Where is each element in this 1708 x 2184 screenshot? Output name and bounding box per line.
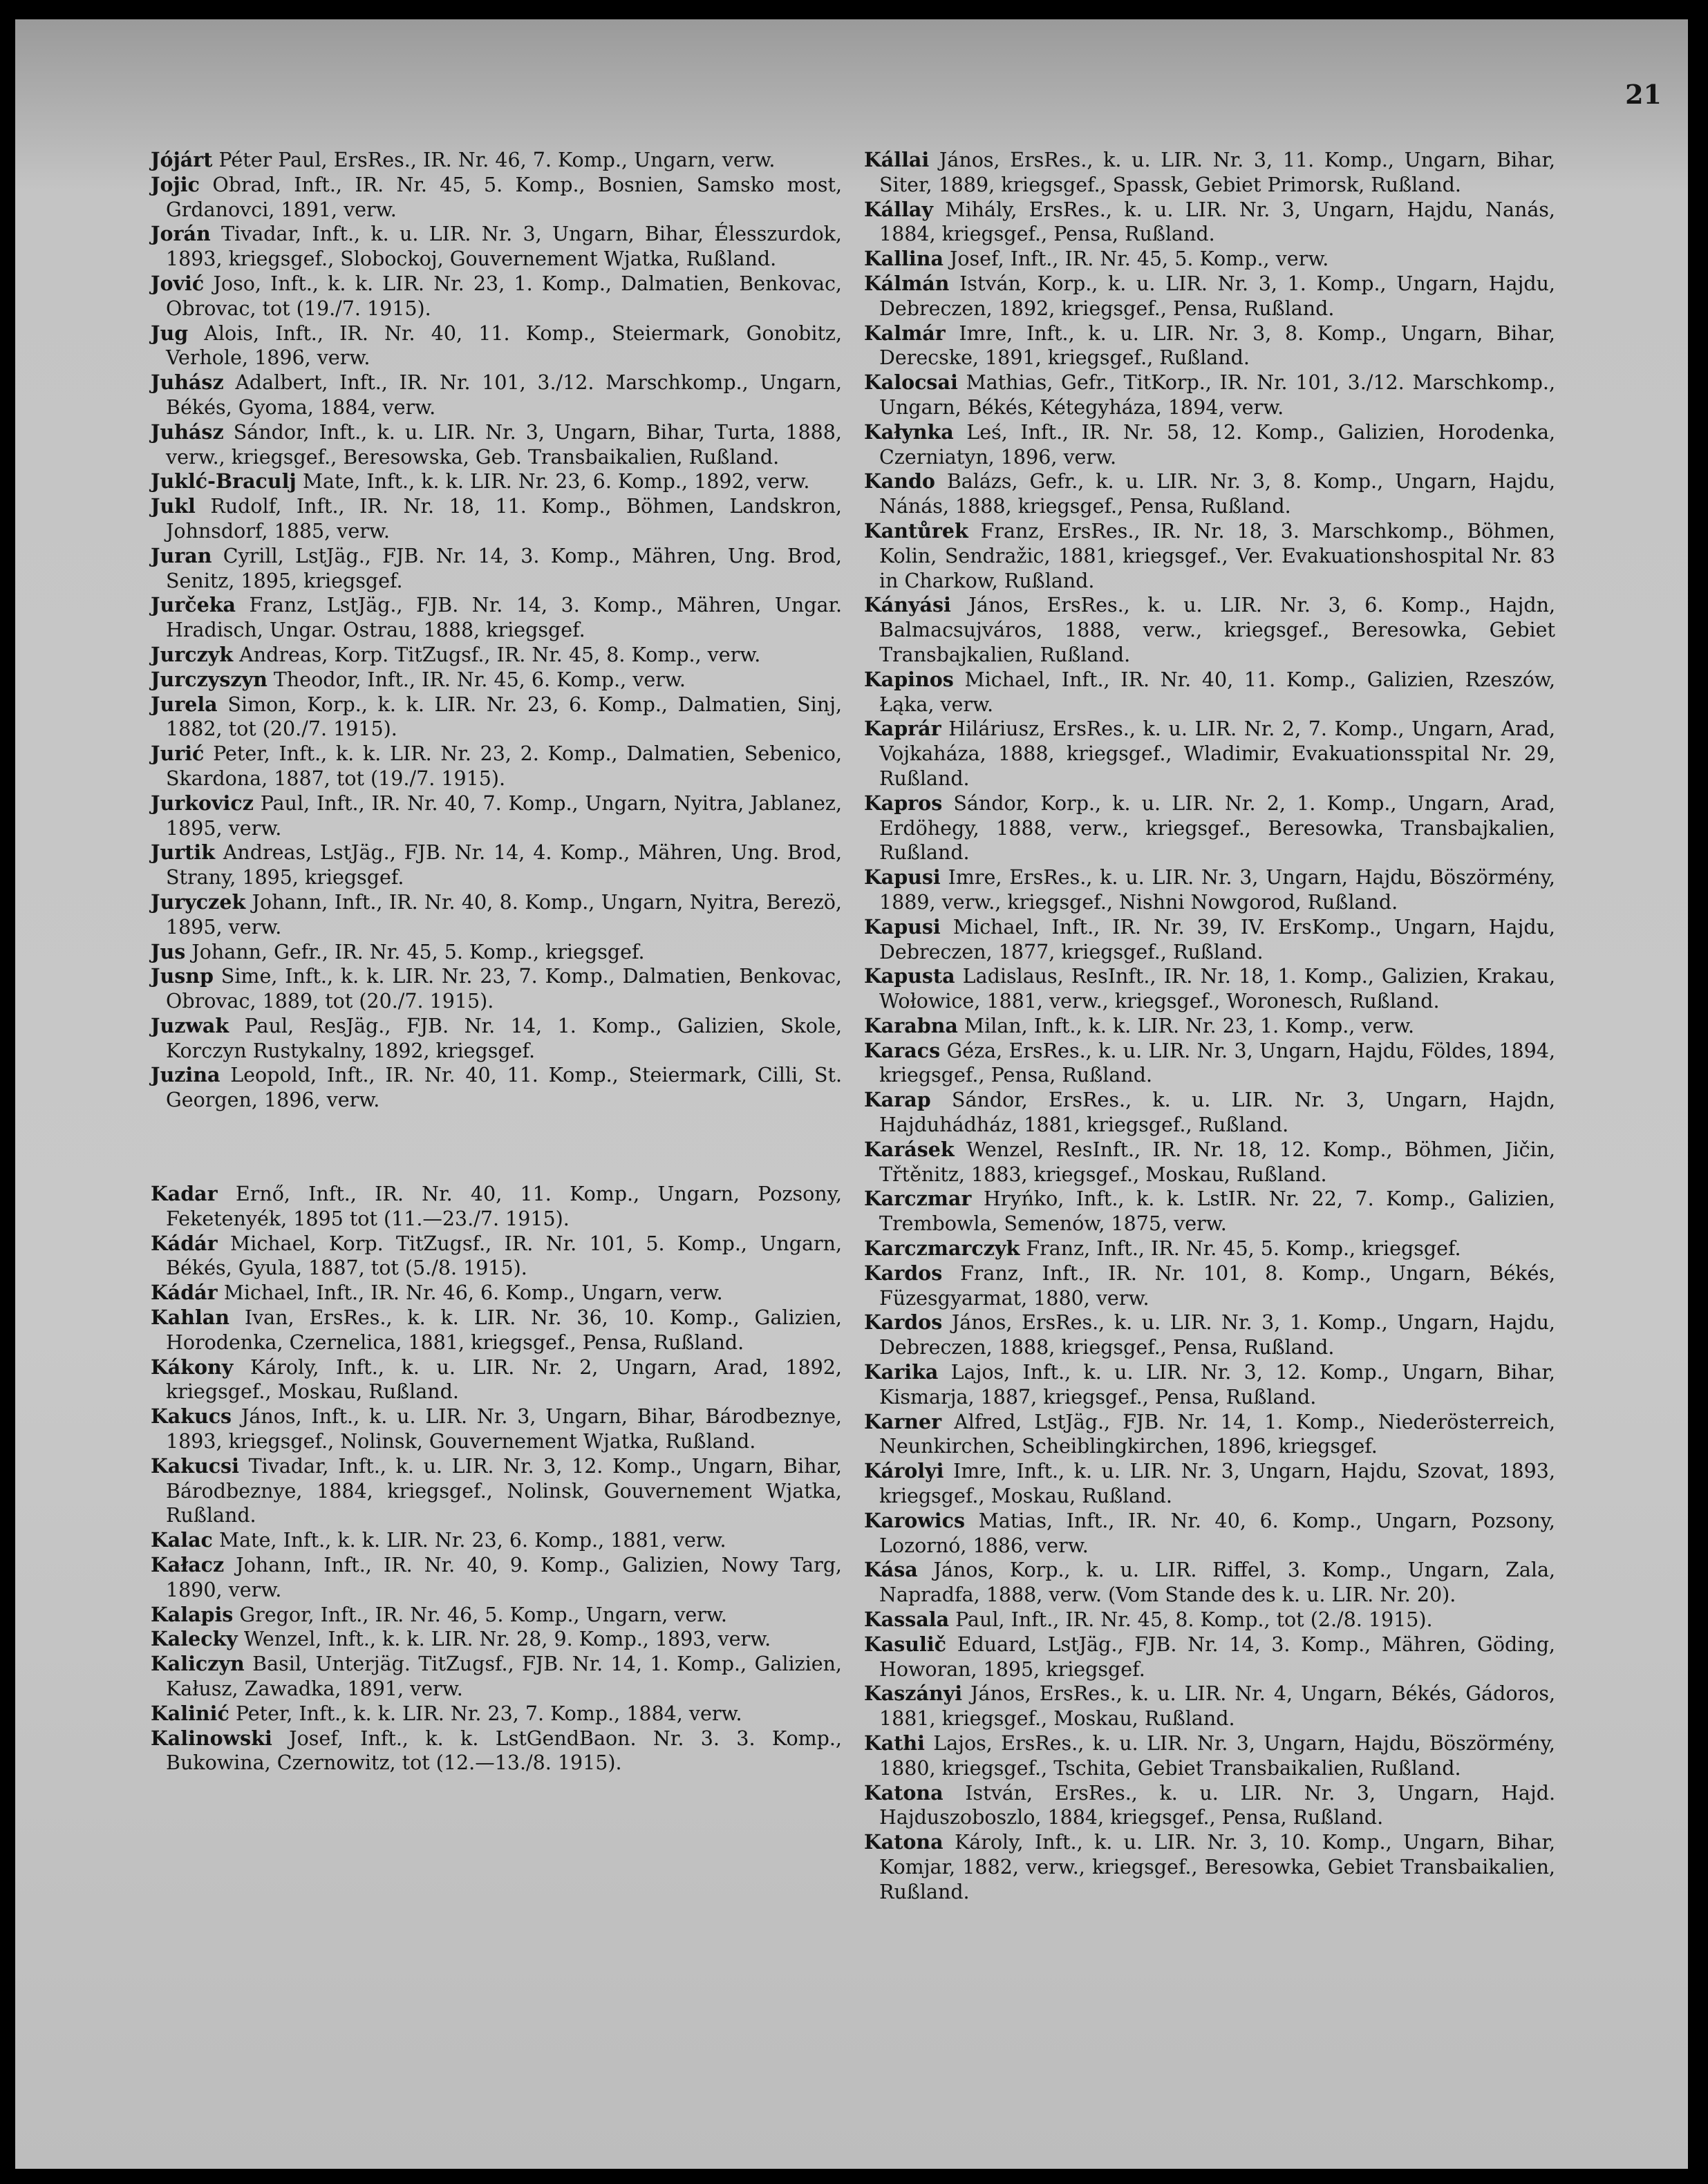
list-entry — [864, 1138, 1555, 1187]
entry-details: Lajos, ErsRes., k. u. LIR. Nr. 3, Ungarn, Hajdu, Böszörmény, 1880, kriegsgef., Tschita, Gebiet Transbaikalien, Rußland. — [879, 1732, 1555, 1780]
entry-details: Franz, LstJäg., FJB. Nr. 14, 3. Komp., Mähren, Ungar. Hradisch, Ungar. Ostrau, 1888, kriegsgef. — [166, 594, 843, 642]
entry-surname: Karowics — [864, 1508, 966, 1532]
entry-details: Johann, Inft., IR. Nr. 40, 8. Komp., Ungarn, Nyitra, Berezö, 1895, verw. — [166, 890, 842, 939]
list-entry — [864, 1830, 1555, 1904]
entry-details: Alois, Inft., IR. Nr. 40, 11. Komp., Steiermark, Gonobitz, Verhole, 1896, verw. — [166, 321, 843, 370]
entry-details: Michael, Inft., IR. Nr. 46, 6. Komp., Ungarn, verw. — [223, 1281, 723, 1305]
entry-details: Balázs, Gefr., k. u. LIR. Nr. 3, 8. Komp., Ungarn, Hajdu, Nánás, 1888, kriegsgef., Pensa, Rußland. — [879, 470, 1556, 518]
entry-surname: Kádár — [151, 1231, 218, 1255]
entry-details: Sándor, ErsRes., k. u. LIR. Nr. 3, Ungarn, Hajdn, Hajduhádház, 1881, kriegsgef., Rußland. — [879, 1089, 1556, 1137]
list-entry — [864, 791, 1555, 865]
entry-surname: Kaszányi — [864, 1682, 963, 1706]
list-entry — [864, 593, 1555, 667]
list-entry — [151, 272, 842, 321]
list-entry — [151, 544, 842, 594]
list-entry — [151, 321, 842, 371]
entry-surname: Juzina — [151, 1063, 220, 1087]
list-entry — [864, 1558, 1555, 1608]
list-entry — [151, 1726, 842, 1776]
entry-surname: Kapusi — [864, 865, 941, 889]
entry-surname: Kaprár — [864, 717, 941, 741]
list-entry — [864, 1088, 1555, 1138]
entry-surname: Jurić — [151, 742, 205, 766]
entry-details: Josef, Inft., IR. Nr. 45, 5. Komp., verw. — [949, 247, 1329, 271]
entry-surname: Kapusta — [864, 964, 955, 988]
list-entry — [151, 668, 842, 693]
entry-details: Andreas, Korp. TitZugsf., IR. Nr. 45, 8. Komp., verw. — [239, 643, 761, 666]
left-column — [151, 148, 842, 1776]
page-number: 21 — [1625, 79, 1662, 110]
list-entry — [864, 1236, 1555, 1261]
entry-surname: Kahlan — [151, 1306, 229, 1330]
list-entry — [151, 1182, 842, 1232]
entry-surname: Katona — [864, 1830, 944, 1854]
list-entry — [864, 1410, 1555, 1460]
list-entry — [151, 370, 842, 420]
list-entry — [151, 964, 842, 1014]
entry-surname: Kantůrek — [864, 518, 968, 543]
entry-details: Theodor, Inft., IR. Nr. 45, 6. Komp., verw. — [273, 668, 686, 691]
entry-details: Tivadar, Inft., k. u. LIR. Nr. 3, 12. Komp., Ungarn, Bihar, Bárodbeznye, 1884, kriegsgef., Nolinsk, Gouvernement Wjatka, Rußland. — [166, 1454, 842, 1527]
entry-surname: Kardos — [864, 1310, 943, 1335]
list-entry — [151, 940, 842, 965]
list-entry — [151, 1627, 842, 1652]
entry-surname: Kállai — [864, 148, 930, 171]
list-entry — [864, 469, 1555, 519]
entry-details: János, Korp., k. u. LIR. Riffel, 3. Komp., Ungarn, Zala, Napradfa, 1888, verw. (Vom Stande des k. u. LIR. Nr. 20). — [879, 1559, 1555, 1607]
list-entry — [151, 1528, 842, 1553]
entry-details: Obrad, Inft., IR. Nr. 45, 5. Komp., Bosnien, Samsko most, Grdanovci, 1891, verw. — [166, 173, 843, 221]
entry-details: Simon, Korp., k. k. LIR. Nr. 23, 6. Komp., Dalmatien, Sinj, 1882, tot (20./7. 1915). — [166, 693, 843, 741]
entry-surname: Jović — [151, 271, 205, 295]
entry-surname: Kapros — [864, 791, 943, 815]
list-entry — [151, 1232, 842, 1281]
list-entry — [151, 643, 842, 668]
entry-details: Johann, Inft., IR. Nr. 40, 9. Komp., Galizien, Nowy Targ, 1890, verw. — [166, 1554, 842, 1601]
list-entry — [864, 247, 1555, 272]
list-entry — [151, 1014, 842, 1064]
entry-surname: Juran — [151, 543, 212, 567]
left-k-entries — [151, 1182, 842, 1776]
list-entry — [864, 321, 1555, 371]
entry-details: Alfred, LstJäg., FJB. Nr. 14, 1. Komp., Niederösterreich, Neunkirchen, Scheiblingkirchen, 1896, kriegsgef. — [879, 1410, 1555, 1458]
entry-surname: Juklć-Braculj — [151, 469, 297, 493]
entry-surname: Kalecky — [151, 1627, 238, 1651]
entry-surname: Jójárt — [151, 148, 213, 171]
list-entry — [864, 1731, 1555, 1781]
list-entry — [151, 1063, 842, 1113]
list-entry — [864, 1608, 1555, 1632]
entry-surname: Jug — [151, 321, 189, 345]
list-entry — [864, 964, 1555, 1014]
list-entry — [151, 890, 842, 940]
entry-details: Rudolf, Inft., IR. Nr. 18, 11. Komp., Böhmen, Landskron, Johnsdorf, 1885, verw. — [166, 495, 842, 543]
list-entry — [151, 1355, 842, 1405]
list-entry — [864, 1261, 1555, 1311]
entry-surname: Karner — [864, 1409, 942, 1433]
entry-surname: Kałynka — [864, 420, 954, 444]
entry-details: Basil, Unterjäg. TitZugsf., FJB. Nr. 14, 1. Komp., Galizien, Kałusz, Zawadka, 1891, verw. — [166, 1653, 842, 1701]
entry-surname: Kállay — [864, 197, 933, 221]
entry-surname: Karika — [864, 1360, 939, 1384]
entry-surname: Jurczyszyn — [151, 667, 268, 691]
entry-surname: Kaliczyn — [151, 1652, 245, 1676]
entry-surname: Karabna — [864, 1013, 958, 1037]
entry-details: Michael, Inft., IR. Nr. 39, IV. ErsKomp., Ungarn, Hajdu, Debreczen, 1877, kriegsgef., Rußland. — [879, 915, 1555, 963]
entry-surname: Karásek — [864, 1137, 955, 1161]
entry-details: Milan, Inft., k. k. LIR. Nr. 23, 1. Komp., verw. — [964, 1014, 1415, 1037]
entry-surname: Kakucs — [151, 1404, 232, 1429]
document-page — [15, 19, 1688, 2169]
entry-surname: Kálmán — [864, 271, 950, 295]
list-entry — [864, 668, 1555, 717]
entry-details: Hiláriusz, ErsRes., k. u. LIR. Nr. 2, 7. Komp., Ungarn, Arad, Vojkaháza, 1888, kriegsgef., Wladimir, Evakuationsspital Nr. 29, Rußland. — [879, 717, 1556, 790]
entry-details: Sándor, Korp., k. u. LIR. Nr. 2, 1. Komp., Ungarn, Arad, Erdöhegy, 1888, verw., kriegsgef., Beresowka, Transbajkalien, Rußland. — [879, 791, 1555, 865]
entry-details: Josef, Inft., k. k. LstGendBaon. Nr. 3. 3. Komp., Bukowina, Czernowitz, tot (12.—13./8. 1915). — [166, 1726, 842, 1775]
list-entry — [864, 1014, 1555, 1039]
entry-surname: Jorán — [151, 222, 211, 246]
entry-surname: Karczmarczyk — [864, 1236, 1020, 1261]
entry-surname: Jusnp — [151, 964, 214, 988]
list-entry — [864, 865, 1555, 915]
entry-details: Lajos, Inft., k. u. LIR. Nr. 3, 12. Komp., Ungarn, Bihar, Kismarja, 1887, kriegsgef., Pensa, Rußland. — [879, 1361, 1555, 1409]
entry-surname: Kádár — [151, 1281, 218, 1305]
list-entry — [151, 1306, 842, 1355]
list-entry — [864, 519, 1555, 593]
entry-surname: Kalinić — [151, 1701, 229, 1725]
entry-surname: Karap — [864, 1088, 931, 1112]
list-entry — [864, 1039, 1555, 1089]
entry-details: Adalbert, Inft., IR. Nr. 101, 3./12. Marschkomp., Ungarn, Békés, Gyoma, 1884, verw. — [166, 371, 843, 419]
list-entry — [151, 1281, 842, 1306]
entry-surname: Jurczyk — [151, 642, 234, 666]
entry-surname: Kása — [864, 1558, 918, 1582]
entry-details: Franz, Inft., IR. Nr. 45, 5. Komp., kriegsgef. — [1026, 1237, 1461, 1261]
entry-details: Paul, Inft., IR. Nr. 45, 8. Komp., tot (2./8. 1915). — [955, 1608, 1433, 1632]
entry-details: Johann, Gefr., IR. Nr. 45, 5. Komp., kriegsgef. — [191, 940, 645, 963]
entry-surname: Kalocsai — [864, 370, 958, 395]
entry-details: Imre, ErsRes., k. u. LIR. Nr. 3, Ungarn, Hajdu, Böszörmény, 1889, verw., kriegsgef., Nishni Nowgorod, Rußland. — [879, 866, 1555, 914]
entry-details: Michael, Korp. TitZugsf., IR. Nr. 101, 5. Komp., Ungarn, Békés, Gyula, 1887, tot (5./8. 1915). — [166, 1232, 842, 1280]
entry-details: Mate, Inft., k. k. LIR. Nr. 23, 6. Komp., 1881, verw. — [218, 1529, 726, 1552]
list-entry — [864, 148, 1555, 198]
entry-surname: Károlyi — [864, 1459, 944, 1483]
entry-surname: Kalapis — [151, 1602, 234, 1626]
list-entry — [151, 791, 842, 841]
list-entry — [864, 1310, 1555, 1360]
entry-surname: Jurčeka — [151, 593, 236, 617]
left-j-entries — [151, 148, 842, 1113]
entry-surname: Kallina — [864, 247, 944, 271]
entry-surname: Juryczek — [151, 889, 246, 914]
entry-details: Géza, ErsRes., k. u. LIR. Nr. 3, Ungarn, Hajdu, Földes, 1894, kriegsgef., Pensa, Rußland. — [879, 1039, 1556, 1087]
entry-surname: Juhász — [151, 370, 224, 395]
list-entry — [151, 1404, 842, 1454]
right-entries — [864, 148, 1555, 1905]
entry-details: János, ErsRes., k. u. LIR. Nr. 3, 6. Komp., Hajdn, Balmacsujváros, 1888, verw., kriegsgef., Beresowka, Gebiet Transbajkalien, Rußland. — [879, 594, 1555, 666]
entry-details: Gregor, Inft., IR. Nr. 46, 5. Komp., Ungarn, verw. — [239, 1603, 727, 1626]
entry-details: Tivadar, Inft., k. u. LIR. Nr. 3, Ungarn, Bihar, Élesszurdok, 1893, kriegsgef., Slobockoj, Gouvernement Wjatka, Rußland. — [166, 223, 842, 271]
list-entry — [151, 1454, 842, 1528]
entry-details: Ladislaus, ResInft., IR. Nr. 18, 1. Komp., Galizien, Krakau, Wołowice, 1881, verw., kriegsgef., Woronesch, Rußland. — [879, 965, 1556, 1013]
list-entry — [864, 1682, 1555, 1731]
entry-surname: Kasulič — [864, 1632, 947, 1656]
entry-surname: Kando — [864, 469, 935, 493]
list-entry — [151, 173, 842, 223]
entry-details: Mathias, Gefr., TitKorp., IR. Nr. 101, 3./12. Marschkomp., Ungarn, Békés, Kétegyháza, 1894, verw. — [879, 371, 1556, 419]
entry-surname: Jus — [151, 939, 186, 963]
entry-surname: Kadar — [151, 1182, 218, 1206]
list-entry — [864, 1187, 1555, 1236]
list-entry — [151, 593, 842, 643]
entry-details: Imre, Inft., k. u. LIR. Nr. 3, 8. Komp., Ungarn, Bihar, Derecske, 1891, kriegsgef., Rußland. — [879, 321, 1555, 370]
list-entry — [151, 420, 842, 470]
list-entry — [864, 717, 1555, 791]
section-gap — [151, 1113, 842, 1182]
entry-details: Ernő, Inft., IR. Nr. 40, 11. Komp., Ungarn, Pozsony, Feketenyék, 1895 tot (11.—23./7. 1915). — [166, 1183, 843, 1230]
list-entry — [151, 1603, 842, 1628]
entry-surname: Katona — [864, 1780, 944, 1805]
entry-surname: Jukl — [151, 494, 196, 518]
entry-surname: Kapusi — [864, 914, 941, 939]
entry-details: Michael, Inft., IR. Nr. 40, 11. Komp., Galizien, Rzeszów, Łąka, verw. — [879, 668, 1556, 716]
entry-surname: Jurtik — [151, 840, 215, 865]
entry-surname: Kałacz — [151, 1553, 225, 1577]
entry-details: Eduard, LstJäg., FJB. Nr. 14, 3. Komp., Mähren, Göding, Howoran, 1895, kriegsgef. — [879, 1632, 1555, 1681]
entry-details: Sime, Inft., k. k. LIR. Nr. 23, 7. Komp., Dalmatien, Benkovac, Obrovac, 1889, tot (20./7. 1915). — [166, 965, 842, 1013]
list-entry — [151, 840, 842, 890]
entry-details: János, Inft., k. u. LIR. Nr. 3, Ungarn, Bihar, Bárodbeznye, 1893, kriegsgef., Nolinsk, Gouvernement Wjatka, Rußland. — [166, 1405, 842, 1453]
list-entry — [151, 742, 842, 791]
entry-details: Leś, Inft., IR. Nr. 58, 12. Komp., Galizien, Horodenka, Czerniatyn, 1896, verw. — [879, 420, 1556, 469]
entry-details: János, ErsRes., k. u. LIR. Nr. 3, 1. Komp., Ungarn, Hajdu, Debreczen, 1888, kriegsgef., Pensa, Rußland. — [879, 1311, 1555, 1359]
entry-surname: Juzwak — [151, 1013, 229, 1037]
entry-surname: Kapinos — [864, 667, 954, 691]
list-entry — [151, 1702, 842, 1726]
entry-details: Imre, Inft., k. u. LIR. Nr. 3, Ungarn, Hajdu, Szovat, 1893, kriegsgef., Moskau, Rußland. — [879, 1460, 1555, 1508]
list-entry — [864, 1459, 1555, 1509]
entry-surname: Kathi — [864, 1731, 925, 1755]
list-entry — [864, 198, 1555, 247]
list-entry — [864, 1781, 1555, 1831]
list-entry — [151, 494, 842, 544]
list-entry — [151, 1553, 842, 1603]
list-entry — [151, 1652, 842, 1702]
entry-details: István, Korp., k. u. LIR. Nr. 3, 1. Komp., Ungarn, Hajdu, Debreczen, 1892, kriegsgef., Pensa, Rußland. — [879, 272, 1555, 320]
right-column — [864, 148, 1555, 1905]
entry-details: Károly, Inft., k. u. LIR. Nr. 3, 10. Komp., Ungarn, Bihar, Komjar, 1882, verw., kriegsgef., Beresowka, Gebiet Transbaikalien, Rußland. — [879, 1831, 1556, 1903]
list-entry — [151, 469, 842, 494]
list-entry — [864, 272, 1555, 321]
entry-details: Ivan, ErsRes., k. k. LIR. Nr. 36, 10. Komp., Galizien, Horodenka, Czernelica, 1881, kriegsgef., Pensa, Rußland. — [166, 1306, 842, 1354]
entry-details: Peter, Inft., k. k. LIR. Nr. 23, 2. Komp., Dalmatien, Sebenico, Skardona, 1887, tot (19./7. 1915). — [166, 742, 842, 790]
entry-surname: Kalac — [151, 1528, 213, 1552]
list-entry — [864, 915, 1555, 965]
entry-details: Paul, ResJäg., FJB. Nr. 14, 1. Komp., Galizien, Skole, Korczyn Rustykalny, 1892, kriegsgef. — [166, 1014, 842, 1062]
entry-details: István, ErsRes., k. u. LIR. Nr. 3, Ungarn, Hajd. Hajduszoboszlo, 1884, kriegsgef., Pensa, Rußland. — [879, 1781, 1556, 1829]
list-entry — [864, 1509, 1555, 1559]
entry-surname: Jurela — [151, 692, 218, 716]
entry-details: Paul, Inft., IR. Nr. 40, 7. Komp., Ungarn, Nyitra, Jablanez, 1895, verw. — [166, 791, 842, 840]
entry-details: Péter Paul, ErsRes., IR. Nr. 46, 7. Komp., Ungarn, verw. — [218, 149, 776, 171]
entry-details: Joso, Inft., k. k. LIR. Nr. 23, 1. Komp., Dalmatien, Benkovac, Obrovac, tot (19./7. 1915). — [166, 272, 842, 320]
entry-details: Sándor, Inft., k. u. LIR. Nr. 3, Ungarn, Bihar, Turta, 1888, verw., kriegsgef., Beresowska, Geb. Transbaikalien, Rußland. — [166, 420, 842, 469]
list-entry — [864, 370, 1555, 420]
entry-surname: Kakucsi — [151, 1453, 239, 1478]
list-entry — [864, 1632, 1555, 1682]
entry-surname: Kassala — [864, 1608, 950, 1632]
entry-surname: Kányási — [864, 593, 951, 617]
list-entry — [864, 1360, 1555, 1410]
list-entry — [151, 693, 842, 742]
entry-details: Hryńko, Inft., k. k. LstIR. Nr. 22, 7. Komp., Galizien, Trembowla, Semenów, 1875, verw. — [879, 1187, 1555, 1236]
entry-surname: Kákony — [151, 1355, 234, 1379]
entry-details: Leopold, Inft., IR. Nr. 40, 11. Komp., Steiermark, Cilli, St. Georgen, 1896, verw. — [166, 1064, 843, 1112]
entry-surname: Juhász — [151, 420, 224, 444]
entry-details: Cyrill, LstJäg., FJB. Nr. 14, 3. Komp., Mähren, Ung. Brod, Senitz, 1895, kriegsgef. — [166, 544, 842, 592]
entry-details: Mate, Inft., k. k. LIR. Nr. 23, 6. Komp., 1892, verw. — [302, 470, 810, 493]
entry-details: János, ErsRes., k. u. LIR. Nr. 3, 11. Komp., Ungarn, Bihar, Siter, 1889, kriegsgef., Spassk, Gebiet Primorsk, Rußland. — [879, 149, 1556, 196]
entry-details: Franz, Inft., IR. Nr. 101, 8. Komp., Ungarn, Békés, Füzesgyarmat, 1880, verw. — [879, 1261, 1556, 1310]
entry-details: Mihály, ErsRes., k. u. LIR. Nr. 3, Ungarn, Hajdu, Nanás, 1884, kriegsgef., Pensa, Rußland. — [879, 198, 1555, 246]
entry-details: Peter, Inft., k. k. LIR. Nr. 23, 7. Komp., 1884, verw. — [235, 1702, 742, 1725]
entry-surname: Karczmar — [864, 1187, 972, 1211]
list-entry — [864, 420, 1555, 470]
entry-details: Wenzel, ResInft., IR. Nr. 18, 12. Komp., Böhmen, Jičin, Třtěnitz, 1883, kriegsgef., Moskau, Rußland. — [879, 1138, 1555, 1186]
entry-details: Károly, Inft., k. u. LIR. Nr. 2, Ungarn, Arad, 1892, kriegsgef., Moskau, Rußland. — [166, 1355, 842, 1404]
entry-details: János, ErsRes., k. u. LIR. Nr. 4, Ungarn, Békés, Gádoros, 1881, kriegsgef., Moskau, Rußland. — [879, 1682, 1556, 1731]
entry-details: Franz, ErsRes., IR. Nr. 18, 3. Marschkomp., Böhmen, Kolin, Sendražic, 1881, kriegsgef., Ver. Evakuationshospital Nr. 83 in Charkow, Rußland. — [879, 519, 1555, 592]
entry-details: Wenzel, Inft., k. k. LIR. Nr. 28, 9. Komp., 1893, verw. — [243, 1628, 771, 1651]
entry-surname: Kalmár — [864, 321, 946, 345]
entry-surname: Jojic — [151, 172, 200, 196]
list-entry — [151, 148, 842, 173]
entry-details: Matias, Inft., IR. Nr. 40, 6. Komp., Ungarn, Pozsony, Lozornó, 1886, verw. — [879, 1509, 1555, 1557]
entry-surname: Jurkovicz — [151, 791, 254, 815]
list-entry — [151, 222, 842, 272]
entry-surname: Kardos — [864, 1261, 943, 1285]
entry-surname: Kalinowski — [151, 1726, 272, 1750]
entry-surname: Karacs — [864, 1038, 941, 1062]
entry-details: Andreas, LstJäg., FJB. Nr. 14, 4. Komp., Mähren, Ung. Brod, Strany, 1895, kriegsgef. — [166, 841, 843, 889]
